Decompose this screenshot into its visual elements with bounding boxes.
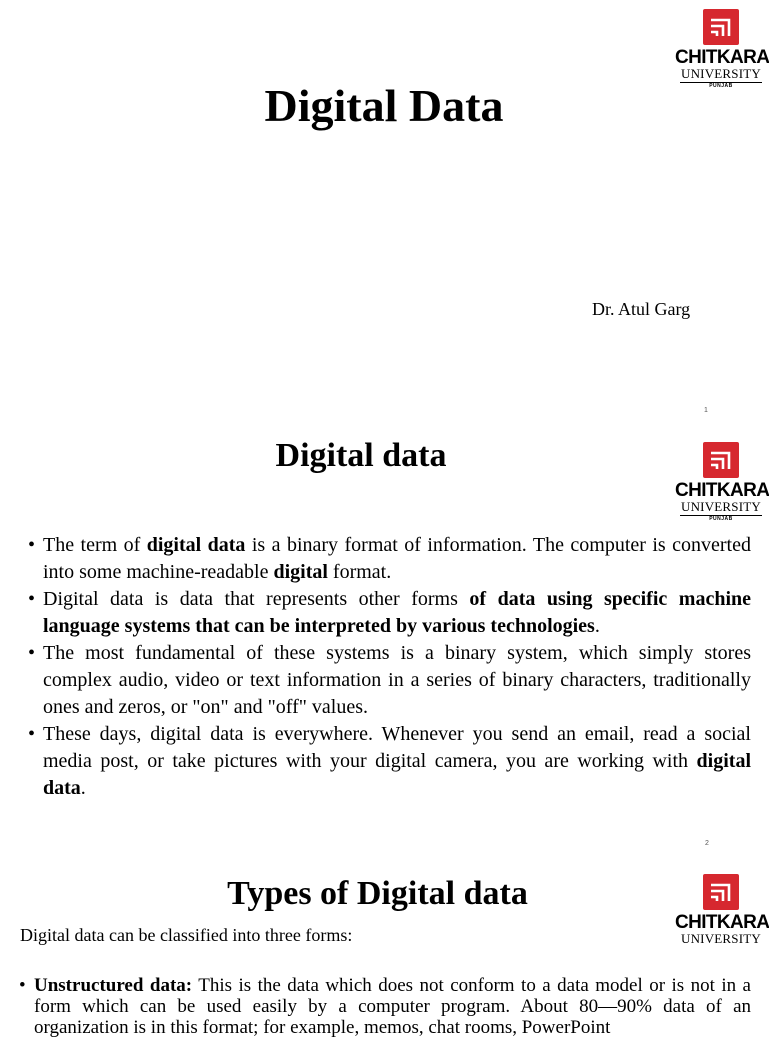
slide-title: Types of Digital data [227,875,528,912]
page-number: 1 [704,407,708,414]
logo-campus: PUNJAB [709,83,733,89]
bullet-emphasis: digital [273,561,328,583]
bullet-text: . [80,777,86,799]
slide-1 [0,0,768,432]
bullet-text: These days, digital data is everywhere. Whenever you send an email, read a social media post, or take pictures with your digital camera, you are working with [43,723,751,772]
bullet-item [28,721,751,802]
logo-university: UNIVERSITY [681,499,761,514]
bullet-text: The most fundamental of these systems is a binary system, which simply stores complex audio, video or text information in a series of binary characters, traditionally ones and zeros, or "on" and "off" values. [43,642,751,718]
logo-brand: CHITKARA [675,47,769,68]
bullet-text: This is the data which does not conform to a data model or is not in a form which can be used easily by a computer program. About 80—90% data of an organization is in this format; for example, memos, chat rooms, PowerPoint [34,975,751,1038]
bullet-label: Unstructured data: [34,975,193,996]
bullet-item [19,975,751,1038]
logo-campus: PUNJAB [709,516,733,522]
chitkara-emblem-icon [703,9,739,45]
bullet-list [19,975,751,1038]
bullet-list [28,532,751,802]
logo-brand: CHITKARA [675,912,769,933]
bullet-text: format. [327,561,392,583]
logo-brand: CHITKARA [675,480,769,501]
bullet-emphasis: of data using specific machine language systems that can be interpreted by various technologies [43,588,751,637]
bullet-item [28,532,751,586]
bullet-emphasis: digital data [146,534,246,556]
slide-title: Digital Data [264,80,504,131]
bullet-item [28,640,751,721]
page-number: 2 [705,840,709,847]
author-name: Dr. Atul Garg [592,299,691,319]
slide-2 [0,432,768,864]
bullet-emphasis: digital data [43,750,751,799]
bullet-item [28,586,751,640]
chitkara-logo [675,9,767,90]
logo-university: UNIVERSITY [681,66,761,81]
logo-university: UNIVERSITY [681,931,761,946]
bullet-text: is a binary format of information. The computer is converted into some machine-readable [43,534,751,583]
bullet-text: The term of [43,534,147,556]
slide-title: Digital data [275,437,447,474]
bullet-text: Digital data is data that represents other forms [43,588,470,610]
slide-3 [0,864,769,1038]
intro-text: Digital data can be classified into three forms: [20,925,353,945]
bullet-text: . [594,615,600,637]
